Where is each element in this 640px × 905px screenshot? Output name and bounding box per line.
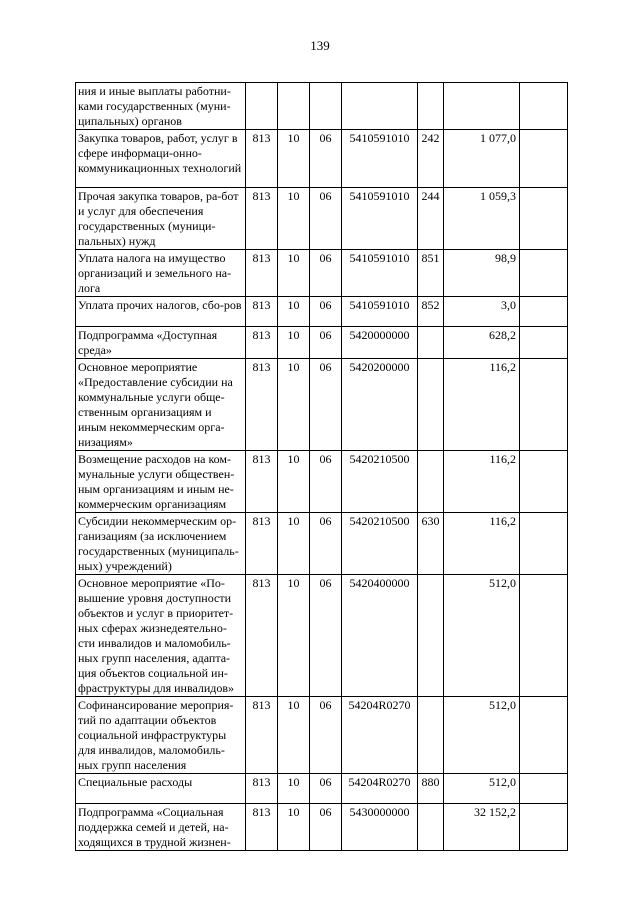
row-target-cell: 5420400000: [342, 575, 418, 697]
row-subsection-cell: 06: [310, 130, 342, 188]
row-subsection-cell: 06: [310, 250, 342, 297]
table-row: [76, 513, 568, 575]
row-name-cell: Основное мероприятие «По-вышение уровня доступности объектов и услуг в приоритет-ных сферах жизнедеятельно-сти инвалидов и маломобиль-ных групп населения, адапта-ция объектов социальной ин-фраструктуры для инвалидов»: [76, 575, 246, 697]
row-name-cell: ния и иные выплаты работни-ками государственных (муни-ципальных) органов: [76, 83, 246, 130]
row-amount-cell: 116,2: [444, 451, 520, 513]
row-empty-cell: [520, 359, 568, 451]
table-row: [76, 327, 568, 359]
row-target-cell: 5420000000: [342, 327, 418, 359]
table-row: [76, 804, 568, 851]
row-empty-cell: [520, 804, 568, 851]
row-section-cell: 10: [278, 575, 310, 697]
row-name-cell: Уплата налога на имущество организаций и земельного на-лога: [76, 250, 246, 297]
row-target-cell: 5410591010: [342, 130, 418, 188]
row-name-cell: Основное мероприятие «Предоставление субсидии на коммунальные услуги обще-ственным организациям и иным некоммерческим орга-низациям»: [76, 359, 246, 451]
row-code-cell: 813: [246, 804, 278, 851]
row-empty-cell: [520, 83, 568, 130]
row-target-cell: 5420200000: [342, 359, 418, 451]
page-number: 139: [310, 38, 330, 53]
row-section-cell: 10: [278, 297, 310, 327]
row-code-cell: 813: [246, 188, 278, 250]
row-amount-cell: [444, 83, 520, 130]
row-empty-cell: [520, 188, 568, 250]
row-name-cell: Софинансирование мероприя-тий по адаптации объектов социальной инфраструктуры для инвалидов, маломобиль-ных групп населения: [76, 697, 246, 774]
table-row: [76, 297, 568, 327]
table-row: [76, 359, 568, 451]
table-row: [76, 697, 568, 774]
row-amount-cell: 3,0: [444, 297, 520, 327]
row-section-cell: 10: [278, 250, 310, 297]
row-type-cell: [418, 359, 444, 451]
row-section-cell: 10: [278, 359, 310, 451]
row-target-cell: [342, 83, 418, 130]
row-subsection-cell: 06: [310, 359, 342, 451]
row-name-cell: Уплата прочих налогов, сбо-ров: [76, 297, 246, 327]
row-amount-cell: 116,2: [444, 359, 520, 451]
row-section-cell: 10: [278, 513, 310, 575]
row-code-cell: 813: [246, 451, 278, 513]
row-name-cell: Подпрограмма «Социальная поддержка семей и детей, на-ходящихся в трудной жизнен-: [76, 804, 246, 851]
row-empty-cell: [520, 297, 568, 327]
row-code-cell: 813: [246, 575, 278, 697]
row-empty-cell: [520, 774, 568, 804]
row-amount-cell: 512,0: [444, 774, 520, 804]
row-target-cell: 54204R0270: [342, 697, 418, 774]
row-code-cell: [246, 83, 278, 130]
row-empty-cell: [520, 327, 568, 359]
row-section-cell: 10: [278, 327, 310, 359]
row-code-cell: 813: [246, 250, 278, 297]
row-subsection-cell: 06: [310, 697, 342, 774]
row-type-cell: [418, 451, 444, 513]
row-subsection-cell: 06: [310, 575, 342, 697]
row-subsection-cell: 06: [310, 327, 342, 359]
row-code-cell: 813: [246, 130, 278, 188]
row-amount-cell: 512,0: [444, 575, 520, 697]
row-subsection-cell: 06: [310, 774, 342, 804]
row-code-cell: 813: [246, 327, 278, 359]
row-name-cell: Специальные расходы: [76, 774, 246, 804]
table-row: [76, 250, 568, 297]
row-type-cell: 852: [418, 297, 444, 327]
row-amount-cell: 98,9: [444, 250, 520, 297]
row-section-cell: 10: [278, 697, 310, 774]
table-row: [76, 188, 568, 250]
row-type-cell: [418, 804, 444, 851]
row-amount-cell: 1 059,3: [444, 188, 520, 250]
row-amount-cell: 628,2: [444, 327, 520, 359]
row-type-cell: 880: [418, 774, 444, 804]
row-type-cell: [418, 327, 444, 359]
row-section-cell: 10: [278, 774, 310, 804]
row-name-cell: Возмещение расходов на ком-мунальные услуги обществен-ным организациям и иным не-коммерческим организациям: [76, 451, 246, 513]
row-empty-cell: [520, 697, 568, 774]
row-type-cell: 244: [418, 188, 444, 250]
row-section-cell: 10: [278, 188, 310, 250]
row-section-cell: [278, 83, 310, 130]
row-empty-cell: [520, 451, 568, 513]
row-subsection-cell: 06: [310, 188, 342, 250]
row-target-cell: 5420210500: [342, 451, 418, 513]
row-code-cell: 813: [246, 774, 278, 804]
row-type-cell: 630: [418, 513, 444, 575]
row-type-cell: 242: [418, 130, 444, 188]
row-empty-cell: [520, 575, 568, 697]
table-row: [76, 774, 568, 804]
row-empty-cell: [520, 130, 568, 188]
row-code-cell: 813: [246, 513, 278, 575]
row-section-cell: 10: [278, 130, 310, 188]
row-type-cell: [418, 697, 444, 774]
row-code-cell: 813: [246, 359, 278, 451]
table-row: [76, 83, 568, 130]
budget-table: [75, 82, 568, 851]
row-type-cell: [418, 575, 444, 697]
row-subsection-cell: 06: [310, 513, 342, 575]
row-name-cell: Субсидии некоммерческим ор-ганизациям (за исключением государственных (муниципаль-ных) учреждений): [76, 513, 246, 575]
row-subsection-cell: 06: [310, 804, 342, 851]
row-name-cell: Прочая закупка товаров, ра-бот и услуг для обеспечения государственных (муници-пальных) нужд: [76, 188, 246, 250]
table-row: [76, 130, 568, 188]
table-row: [76, 575, 568, 697]
row-amount-cell: 32 152,2: [444, 804, 520, 851]
row-code-cell: 813: [246, 297, 278, 327]
row-amount-cell: 1 077,0: [444, 130, 520, 188]
table-row: [76, 451, 568, 513]
row-empty-cell: [520, 250, 568, 297]
row-name-cell: Подпрограмма «Доступная среда»: [76, 327, 246, 359]
row-section-cell: 10: [278, 804, 310, 851]
row-target-cell: 54204R0270: [342, 774, 418, 804]
row-type-cell: [418, 83, 444, 130]
row-type-cell: 851: [418, 250, 444, 297]
row-target-cell: 5430000000: [342, 804, 418, 851]
row-target-cell: 5420210500: [342, 513, 418, 575]
row-subsection-cell: 06: [310, 297, 342, 327]
row-name-cell: Закупка товаров, работ, услуг в сфере информаци-онно-коммуникационных технологий: [76, 130, 246, 188]
row-target-cell: 5410591010: [342, 297, 418, 327]
row-section-cell: 10: [278, 451, 310, 513]
row-amount-cell: 116,2: [444, 513, 520, 575]
row-target-cell: 5410591010: [342, 250, 418, 297]
row-subsection-cell: 06: [310, 451, 342, 513]
row-target-cell: 5410591010: [342, 188, 418, 250]
row-amount-cell: 512,0: [444, 697, 520, 774]
row-empty-cell: [520, 513, 568, 575]
row-code-cell: 813: [246, 697, 278, 774]
row-subsection-cell: [310, 83, 342, 130]
